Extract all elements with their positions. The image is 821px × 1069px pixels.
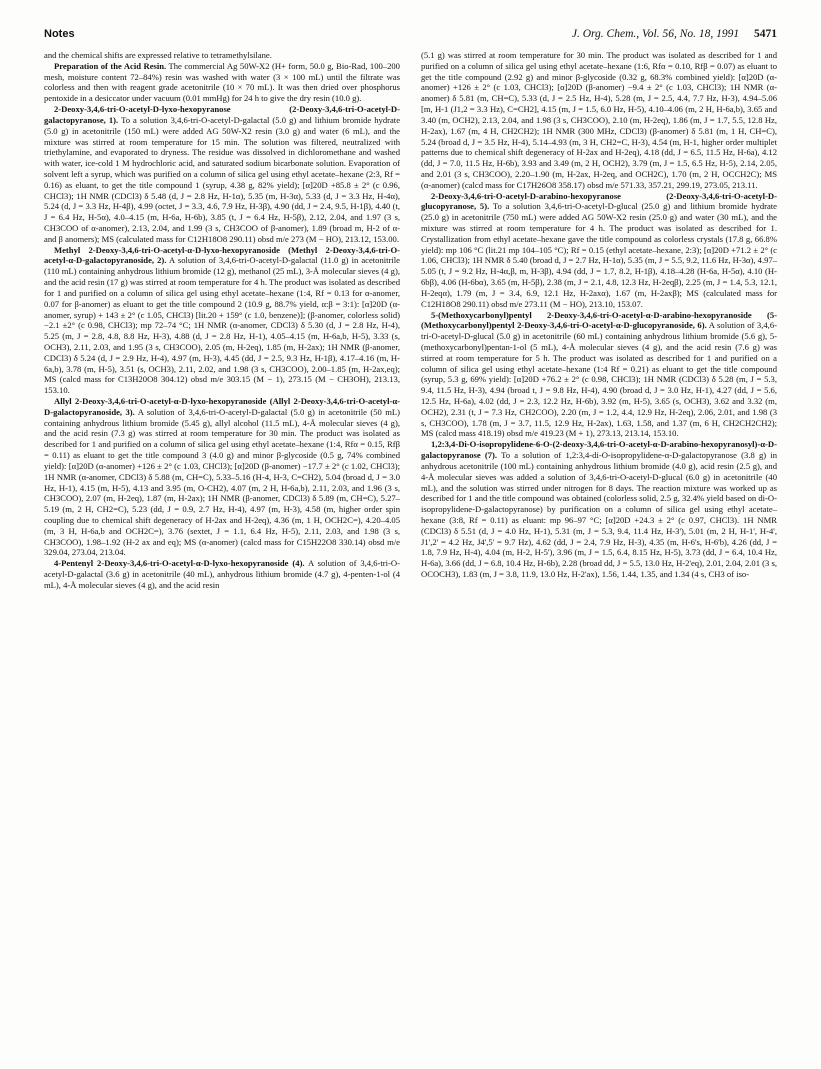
paragraph-text: A solution of 3,4,6-tri-O-acetyl-D-galactal (5.0 g) in acetonitrile (50 mL) containing anhydrous lithium bromide (5.45 g), allyl alcohol (11.5 mL), 4-Å molecular sieves (4 g), and the acid resin (7.3 g) was stirred at room temperature for 30 min. The product was isolated as described for 1 and purified on a column of silica gel using ethyl acetate–hexane (1:4, Rfα = 0.15, Rfβ = 0.11) as eluant to get the title compound 3 (4.0 g) and minor β-glycoside (0.5 g, 74% combined yield): [α]20D (α-anomer) +126 ± 2° (c 1.03, CHCl3); [α]20D (β-anomer) −17.7 ± 2° (c 1.02, CHCl3); 1H NMR (α-anomer, CDCl3) δ 5.88 (m, CH=C), 5.33–5.16 (H-4, H-3, C=CH2), 5.04 (broad d, J = 3.0 Hz, H-1), 4.15 (m, H-5), 4.13 and 3.95 (m, O-CH2), 4.07 (m, 2 H, H-6a,b), 2.11, 2.03, and 1.96 (3 s, CH3COO), 2.07 (m, H-2eq), 1.87 (m, H-2ax); 1H NMR (β-anomer, CDCl3) δ 5.89 (m, CH=C), 5.27–5.19 (m, 2 H, CH2=C), 5.23 (dd, J = 0.9, 2.7 Hz, H-4), 4.97 (m, H-3), 4.58 (m, higher order spin coupling due to chemical shift degeneracy of H-2ax and H-2eq), 4.36 (m, 1 H, OCH2C=), 4.20–4.05 (m, 3 H, H-6a,b and OCH2C=), 3.76 (sextet, J = 1.1, 6.4 Hz, H-5), 2.11, 2.03, and 1.98 (3 s, CH3COO), 1.98–1.92 (H-2 ax and eq); MS (α-anomer) (calcd mass for C15H22O8 330.14) obsd m/e 329.04, 273.04, 213.04.	[44, 406, 400, 558]
paragraph-heading: Methyl 2-Deoxy-3,4,6-tri-O-acetyl-α-D-lyxo-hexopyranoside (Methyl 2-Deoxy-3,4,6-tri-O-acetyl-α-D-galactopyranoside, 2).	[44, 244, 400, 266]
paragraph-text: A solution of 3,4,6-tri-O-acetyl-D-glucal (5.0 g) in acetonitrile (60 mL) containing anhydrous lithium bromide (5.6 g), 5-(methoxycarbonyl)pentan-1-ol (5 mL), 4-Å molecular sieves (4 g), and the acid resin (7.6 g) was stirred at room temperature for 5 h. The product was isolated as described for 1 and purified on a column of silica gel using ethyl acetate–hexane (1:4 Rf = 0.21) as eluant to get the title compound (syrup, 5.3 g, 69% yield): [α]20D +76.2 ± 2° (c 0.98, CHCl3); 1H NMR (CDCl3) δ 5.28 (m, J = 5.3, 9.4, 11.5 Hz, H-3), 4.94 (broad t, J = 9.8 Hz, H-4), 4.90 (broad d, J = 3.0 Hz, H-1), 4.27 (dd, J = 5.6, 12.5 Hz, H-6a), 4.02 (dd, J = 2.3, 12.2 Hz, H-6b), 3.92 (m, H-5), 3.65 (s, OCH3), 3.62 and 3.32 (m, OCH2), 2.31 (t, J = 7.3 Hz, CH2COO), 2.20 (m, J = 1.2, 4.4, 12.9 Hz, H-2eq), 2.06, 2.01, and 1.98 (3 s, CH3COO), 1.78 (m, J = 3.7, 11.5, 12.9 Hz, H-2ax), 1.63, 1.58, and 1.37 (m, 6 H, CH2CH2CH2); MS (calcd mass 418.19) obsd m/e 419.23 (M + 1), 273.13, 213.14, 153.10.	[421, 320, 777, 439]
paragraph-text: and the chemical shifts are expressed relative to tetramethylsilane.	[44, 50, 272, 60]
paragraph-text: A solution of 3,4,6-tri-O-acetyl-D-galactal (11.0 g) in acetonitrile (110 mL) containing anhydrous lithium bromide (12 g), methanol (25 mL), 3-Å molecular sieves (4 g), and the acid resin (17 g) was stirred at room temperature for 4 h. The product was isolated as described for 1 and purified on a column of silica gel using ethyl acetate–hexane (1:4, Rf = 0.13 for α-anomer, 0.07 for β-anomer) as eluant to get the title compound 2 (10.9 g, 88.7% yield, α:β = 3:1): [α]20D (α-anomer, syrup) + 143 ± 2° (c 1.05, CHCl3) [lit.20 + 159° (c 1.0, benzene)]; (β-anomer, colorless solid) −2.1 ±2° (c 0.98, CHCl3); mp 72–74 °C; 1H NMR (α-anomer, CDCl3) δ 5.30 (d, J = 2.8 Hz, H-4), 5.25 (m, J = 2.8, 4.8, 8.8 Hz, H-3), 4.88 (d, J = 2.8 Hz, H-1), 4.05–4.15 (m, H-6a,b, H-5), 3.33 (s, OCH3), 2.11, 2.03, and 1.95 (3 s, CH3COO), 2.05 (m, H-2eq), 1.85 (m, H-2ax); 1H NMR (β-anomer, CDCl3) δ 5.24 (d, J = 2.9 Hz, H-4), 4.97 (m, H-3), 4.45 (dd, J = 2.5, 9.3 Hz, H-1β), 4.17–4.16 (m, H-6a,b), 3.78 (m, H-5), 3.51 (s, OCH3), 2.11, 2.02, and 1.98 (3 s, CH3COO), 2.00–1.85 (m, H-2ax,eq); MS (calcd mass for C13H20O8 304.12) obsd m/e 303.15 (M − 1), 273.15 (M − CH3OH), 213.13, 153.10.	[44, 255, 400, 396]
right-column	[421, 50, 777, 591]
paragraph-compound-7	[421, 439, 777, 580]
paragraph-text: To a solution 3,4,6-tri-O-acetyl-D-galactal (5.0 g) and lithium bromide hydrate (5.0 g) in acetonitrile (150 mL) were added AG 50W-X2 resin (3.0 g) and water (6 mL), and the mixture was stirred at room temperature for 15 min. The solution was filtered, neutralized with triethylamine, and evaporated to dryness. The residue was dissolved in dichloromethane and washed with water, ice-cold 1 M hydrochloric acid, and saturated sodium bicarbonate solution. Evaporation of solvent left a syrup, which was purified on a column of silica gel using ethyl acetate–hexane (2:3, Rf = 0.16) as eluant, to get the title compound 1 (syrup, 4.38 g, 82% yield); [α]20D +85.8 ± 2° (c 0.96, CHCl3); 1H NMR (CDCl3) δ 5.48 (d, J = 2.8 Hz, H-1α), 5.35 (m, H-3α), 5.33 (d, J = 3.3 Hz, H-4α), 5.24 (d, J = 3.3 Hz, H-4β), 4.99 (octet, J = 3.3, 4.6, 7.9 Hz, H-3β), 4.90 (dd, J = 2.4, 9.5, H-1β), 4.40 (t, J = 6.4 Hz, H-5α), 4.0–4.15 (m, H-6a, H-6b), 3.85 (t, J = 6.4 Hz, H-5β), 2.12, 2.04, and 1.97 (3 s, CH3COO of α-anomer), 2.13, 2.04, and 1.99 (3 s, CH3COO of β-anomer), 1.89 (broad m, H-2 of α- and β anomers); MS (calculated mass for C12H18O8 290.11) obsd m/e 273 (M − HO), 213.12, 153.00.	[44, 114, 401, 244]
paragraph-heading: 2-Deoxy-3,4,6-tri-O-acetyl-D-arabino-hexopyranose (2-Deoxy-3,4,6-tri-O-acetyl-D-glucopyranose, 5).	[421, 190, 777, 212]
paragraph-compound-1	[44, 104, 400, 245]
paragraph-text: To a solution 3,4,6-tri-O-acetyl-D-glucal (25.0 g) and lithium bromide hydrate (25.0 g) in acetonitrile (750 mL) were added AG 50W-X2 resin (25.0 g) and water (30 mL), and the mixture was stirred at room temperature for 4 h. The product was isolated as described for 1. Crystallization from ethyl acetate–hexane gave the title compound as colorless crystals (17.8 g, 66.8% yield): mp 106 °C (lit.21 mp 104–105 °C); Rf = 0.15 (ethyl acetate–hexane, 2:3); [α]20D +71.2 ± 2° (c 1.06, CHCl3); 1H NMR δ 5.40 (broad d, J = 2.7 Hz, H-1α), 5.35 (m, J = 5.5, 9.2, 11.6 Hz, H-3α), 4.97–5.05 (t, J = 9.2 Hz, H-4α,β, m, H-3β), 4.94 (dd, J = 1.7, 8.2, H-1β), 4.18–4.28 (H-6a, H-5α), 4.10 (H-6bβ), 4.06 (H-6bα), 3.65 (m, H-5β), 2.38 (m, J = 2.1, 4.8, 12.3 Hz, H-2eqβ), 2.25 (m, J = 1.4, 5.3, 12.1, H-2eqα), 1.79 (m, J = 3.4, 6.9, 12.1 Hz, H-2axα), 1.67 (m, H-2axβ); MS (calculated mass for C12H18O8 290.11) obsd m/e 273.11 (M − HO), 213.10, 153.07.	[421, 201, 777, 309]
paragraph-heading: 4-Pentenyl 2-Deoxy-3,4,6-tri-O-acetyl-α-D-lyxo-hexopyranoside (4).	[54, 558, 305, 569]
paragraph-acid-resin	[44, 61, 400, 104]
left-column	[44, 50, 400, 591]
paragraph-heading: 1,2:3,4-Di-O-isopropylidene-6-O-(2-deoxy-3,4,6-tri-O-acetyl-α-D-arabino-hexopyranosyl)-α-D-galactopyranose (7).	[421, 439, 777, 461]
journal-name: J. Org. Chem., Vol. 56, No. 18, 1991	[571, 28, 740, 40]
paragraph-heading: 2-Deoxy-3,4,6-tri-O-acetyl-D-lyxo-hexopyranose (2-Deoxy-3,4,6-tri-O-acetyl-D-galactopyranose, 1).	[44, 104, 400, 125]
journal-citation	[572, 28, 777, 40]
paragraph-compound-6	[421, 310, 777, 440]
paragraph-compound-5	[421, 191, 777, 310]
paragraph-compound-4	[44, 558, 400, 590]
running-head	[44, 28, 777, 46]
page-number: 5471	[754, 28, 777, 40]
paragraph-heading: 5-(Methoxycarbonyl)pentyl 2-Deoxy-3,4,6-tri-O-acetyl-α-D-arabino-hexopyranoside (5-(Methoxycarbonyl)pentyl 2-Deoxy-3,4,6-tri-O-acetyl-α-D-glucopyranoside, 6).	[421, 309, 777, 331]
paragraph-compound-3	[44, 396, 400, 558]
paragraph-text: To a solution of 1,2:3,4-di-O-isopropylidene-α-D-galactopyranose (3.8 g) in anhydrous acetonitrile (100 mL) containing anhydrous lithium bromide (4.0 g), acid resin (2.5 g), and 4-Å molecular sieves was added a solution of 3,4,6-tri-O-acetyl-D-glucal (6.0 g) in acetonitrile (40 mL), and the solution was stirred under nitrogen for 8 days. The reaction mixture was worked up as described for 1 and the title compound was obtained (colorless solid, 2.5 g, 32.4% yield based on di-O-isopropylidene-D-galactopyranose) by purification on a column of silica gel using ethyl acetate–hexane (3:8, Rf = 0.11) as eluant: mp 96–97 °C; [α]20D +24.3 ± 2° (c 0.97, CHCl3). 1H NMR (CDCl3) δ 5.51 (d, J = 4.0 Hz, H-1), 5.31 (m, J = 5.3, 9.4, 11.4 Hz, H-3'), 5.01 (m, 2 H, H-1', H-4', J1',2' = 4.2 Hz, J4',5' = 9.7 Hz), 4.62 (dd, J = 2.4, 7.9 Hz, H-3), 4.35 (m, H-6's, H-6'b), 4.26 (dd, J = 1.8, 7.9 Hz, H-4), 4.04 (m, H-2, H-5'), 3.96 (m, J = 1.5, 6.4, 8.15 Hz, H-5), 3.73 (dd, J = 6.4, 10.4 Hz, H-6a), 3.66 (dd, J = 6.8, 10.4 Hz, H-6b), 2.28 (broad dd, J = 5.5, 13.0 Hz, H-2'eq), 2.01, 2.04, 2.01 (3 s, OCOCH3), 1.83 (m, J = 3.8, 11.9, 13.0 Hz, H-2'ax), 1.56, 1.44, 1.35, and 1.34 (4 s, CH3 of iso-	[421, 450, 777, 579]
paragraph-text: A solution of 3,4,6-tri-O-acetyl-D-galactal (3.6 g) in acetonitrile (40 mL), anhydrous lithium bromide (4.7 g), 4-penten-1-ol (4 mL), 4-Å molecular sieves (4 g), and the acid resin	[44, 558, 400, 590]
section-label: Notes	[44, 28, 75, 40]
paragraph-text: The commercial Ag 50W-X2 (H+ form, 50.0 g, Bio-Rad, 100–200 mesh, moisture content 72–84%) resin was washed with water (3 × 100 mL) until the filtrate was colorless and then with reagent grade acetonitrile (10 × 70 mL). It was then dried over phosphorus pentoxide in a desiccator under vacuum (0.01 mmHg) for 24 h to give the dry resin (10.0 g).	[44, 60, 400, 104]
paragraph-text: (5.1 g) was stirred at room temperature for 30 min. The product was isolated as described for 1 and purified on a column of silica gel using ethyl acetate–hexane (1:6, Rfα = 0.10, Rfβ = 0.07) as eluant to get the title compound (2.92 g) and minor β-glycoside (0.32 g, 68.3% combined yield): [α]20D (α-anomer) +126 ± 2° (c 1.03, CHCl3); [α]20D (β-anomer) −9.4 ± 2° (c 1.03, CHCl3); 1H NMR (α-anomer) δ 5.81 (m, CH=C), 5.33 (d, J = 2.5 Hz, H-4), 5.28 (m, J = 2.5, 4.4, 7.7 Hz, H-3), 4.94–5.06 [m, H-1 (J1,2 = 3.3 Hz), C=CH2], 4.15 (m, J = 1.5, 6.0 Hz, H-5), 4.10–4.06 (m, 2 H, H-6a,b), 3.65 and 3.40 (m, OCH2), 2.13, 2.04, and 1.98 (3 s, CH3COO), 2.10 (m, H-2eq), 1.86 (m, J = 1.7, 5.5, 12.8 Hz, H-2ax), 1.67 (m, 4 H, CH2CH2); 1H NMR (300 MHz, CDCl3) (β-anomer) δ 5.81 (m, 1 H, CH=C), 5.24 (broad d, J = 3.5 Hz, H-4), 5.14–4.93 (m, 3 H, CH2=C, H-3), 4.54 (m, H-1, higher order multiplet patterns due to chemical shift degeneracy of H-2ax and H-2eq), 4.18 (dd, J = 6.5, 11.5 Hz, H-6a), 4.12 (dd, J = 7.0, 11.5 Hz, H-6b), 3.93 and 3.49 (m, 2 H, OCH2), 3.79 (m, J = 1.5, 6.5 Hz, H-5), 2.14, 2.05, and 2.01 (3 s, CH3COO), 2.20–1.90 (m, H-2ax, H-2eq, and OCH2C), 1.70 (m, 2 H, OCCH2C); MS (α-anomer) (calcd mass for C17H26O8 358.17) obsd m/e 571.33, 357.21, 299.19, 273.05, 213.11.	[421, 50, 777, 190]
paragraph-compound-4-cont	[421, 50, 777, 191]
paragraph-heading: Preparation of the Acid Resin.	[54, 60, 167, 71]
paragraph-compound-2	[44, 245, 400, 396]
paragraph-heading: Allyl 2-Deoxy-3,4,6-tri-O-acetyl-α-D-lyxo-hexopyranoside (Allyl 2-Deoxy-3,4,6-tri-O-acetyl-α-D-galactopyranoside, 3).	[44, 396, 400, 417]
paragraph-intro-end	[44, 50, 400, 61]
body-columns	[44, 50, 777, 591]
